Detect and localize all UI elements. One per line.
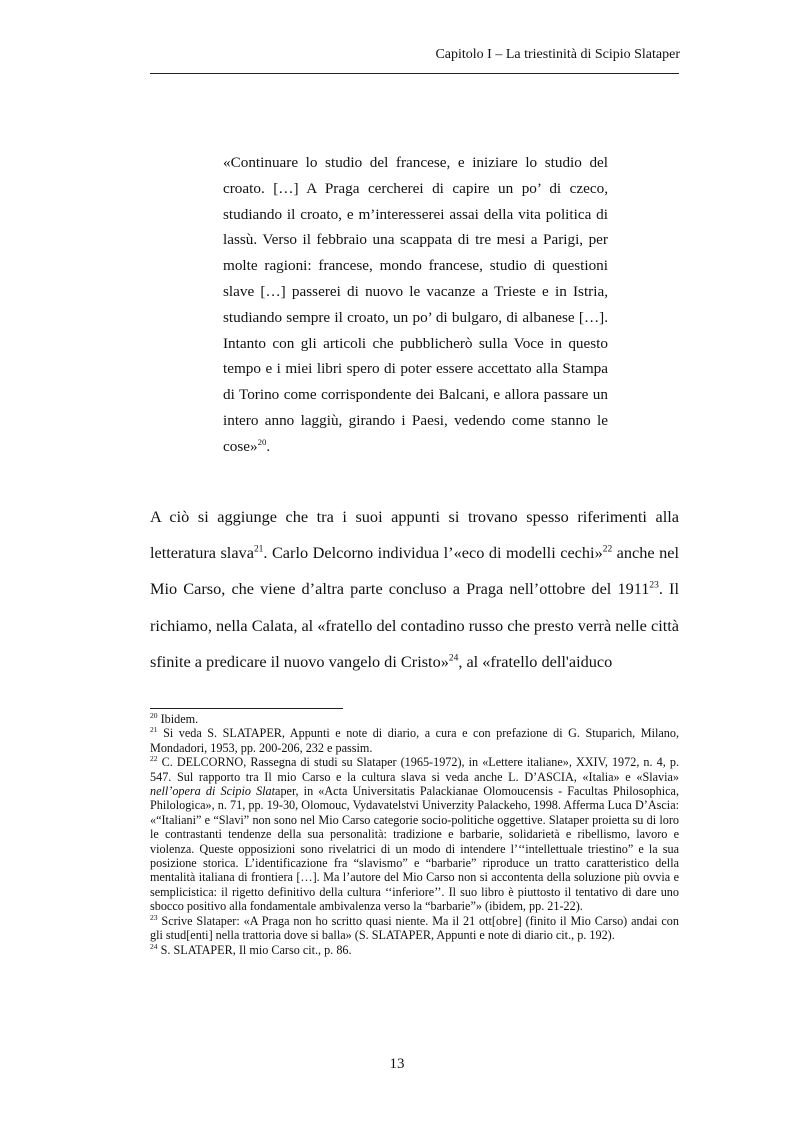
quote-end: . [266, 437, 271, 455]
footnote-21 [150, 726, 679, 755]
body-text-segment: . Carlo Delcorno individua l’«eco di modelli cechi» [263, 543, 603, 563]
footnote-23 [150, 914, 679, 943]
footnote-ref-21[interactable]: 21 [253, 544, 264, 555]
footnote-24 [150, 943, 679, 957]
footnote-number: 22 [150, 754, 158, 764]
footnote-text-cont: aper, in «Acta Universitatis Palackianae Olomoucensis - Facultas Philosophica, Philologica», n. 71, pp. 19-30, Olomouc, Vydavatelstvi Univerzity Palackeho, 1998. Afferma Luca D’Ascia: «“Italiani” e “Slavi” non sono nel Mio Carso categorie socio-politiche oggettive. Slataper proietta su di loro le contrastanti tendenze della sua personalità: tradizione e barbarie, solidarietà e ribellismo, lavoro e violenza. Queste opposizioni sono rivelatrici di un modo di intendere l’‘‘intellettuale triestino” e la sua posizione storica. L’identificazione fra “slavismo” e “barbarie” riproduce un tratto caratteristico della mentalità italiana di frontiera […]. Ma l’autore del Mio Carso non si accontenta della soluzione più ovvia e semplicistica: il rigetto definitivo della cultura ‘‘inferiore’’. Il suo libro è piuttosto il tentativo di dare uno sbocco positivo alla fondamentale ambivalenza verso la “barbarie”» (ibidem, pp. 21-22). [150, 784, 679, 914]
footnote-number: 23 [150, 912, 158, 922]
body-text-segment: A ciò si aggiunge che tra i suoi appunti si trovano spesso riferimenti alla letteratura slava [150, 507, 679, 563]
header-rule [150, 73, 679, 74]
body-text-segment: . Il richiamo, nella Calata, al «fratello del contadino russo che presto verrà nelle città sfinite a predicare il nuovo vangelo di Cristo» [150, 579, 679, 671]
body-text-segment: , al «fratello dell'aiduco [458, 651, 613, 671]
footnote-ref-22[interactable]: 22 [602, 544, 613, 555]
page-number: 13 [389, 1056, 405, 1072]
footnote-20 [150, 712, 679, 726]
footnotes [150, 712, 679, 957]
footnote-number: 24 [150, 941, 158, 951]
footnote-text: Scrive Slataper: «A Praga non ho scritto quasi niente. Ma il 21 ott[obre] (finito il Mio Carso) andai con gli stud[enti] nella trattoria dove si balla» (S. SLATAPER, Appunti e note di diario cit., p. 192). [150, 913, 679, 943]
footnote-separator [150, 708, 343, 709]
footnote-number: 20 [150, 710, 158, 720]
quote-text: «Continuare lo studio del francese, e iniziare lo studio del croato. […] A Praga cercherei di capire un po’ di czeco, studiando il croato, e m’interesserei assai della vita politica di lassù. Verso il febbraio una scappata di tre mesi a Parigi, per molte ragioni: francese, mondo francese, studio di questioni slave […] passerei di nuovo le vacanze a Trieste e in Istria, studiando sempre il croato, un po’ di bulgaro, di albanese […]. Intanto con gli articoli che pubblicherò sulla Voce in questo tempo e i miei libri spero di poter essere accettato alla Stampa di Torino come corrispondente dei Balcani, e allora passare un intero anno laggiù, girando i Paesi, vedendo come stanno le cose» [223, 154, 608, 455]
body-text-segment: anche nel Mio Carso, che viene d’altra parte concluso a Praga nell’ottobre del 1911 [150, 543, 679, 599]
footnote-text: C. DELCORNO, Rassegna di studi su Slataper (1965-1972), in «Lettere italiane», XXIV, 1972, n. 4, p. 547. Sul rapporto tra Il mio Carso e la cultura slava si veda anche L. D’ASCIA, «Italia» e «Slavia» [150, 755, 679, 784]
footnote-text: S. SLATAPER, Il mio Carso cit., p. 86. [157, 942, 352, 957]
footnote-ref-20[interactable]: 20 [257, 436, 267, 447]
body-paragraph [150, 499, 679, 680]
footnote-number: 21 [150, 725, 158, 735]
running-header: Capitolo I – La triestinità di Scipio Slataper [435, 47, 680, 62]
footnote-italic-title: nell’opera di Scipio Slat [150, 784, 276, 799]
footnote-ref-23[interactable]: 23 [649, 580, 659, 591]
footnote-text: Si veda S. SLATAPER, Appunti e note di diario, a cura e con prefazione di G. Stuparich, Milano, Mondadori, 1953, pp. 200-206, 232 e passim. [150, 726, 679, 755]
footnote-22 [150, 755, 679, 913]
footnote-ref-24[interactable]: 24 [448, 653, 459, 664]
footnote-text: Ibidem. [157, 712, 199, 726]
block-quote [223, 150, 608, 460]
